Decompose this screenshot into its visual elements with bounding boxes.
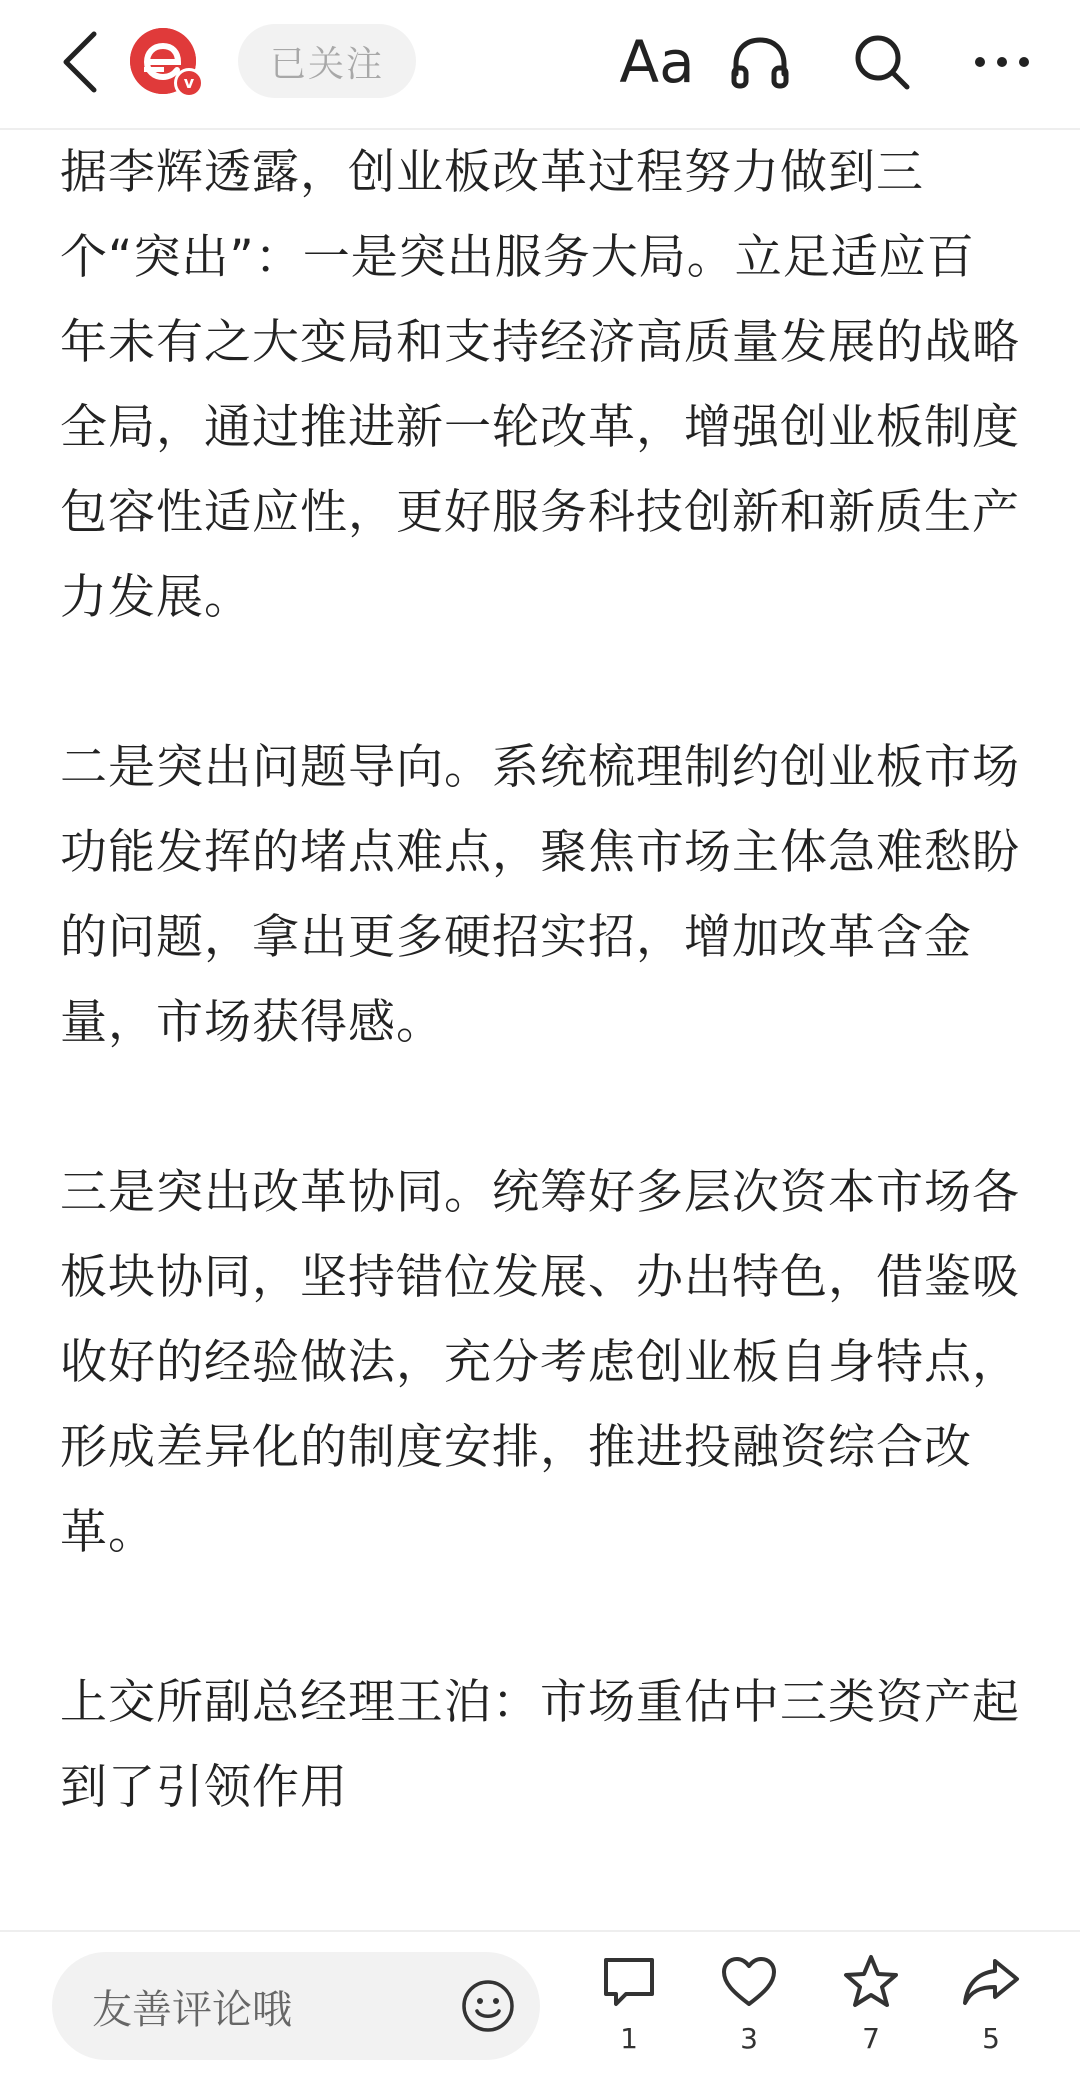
article-body [60, 130, 1020, 1930]
search-button[interactable] [846, 22, 918, 102]
search-icon [852, 32, 912, 92]
follow-button[interactable]: 已关注 [238, 24, 416, 98]
author-avatar[interactable] [130, 28, 196, 94]
verified-badge: v [174, 68, 204, 98]
like-count: 3 [740, 2022, 758, 2055]
share-arrow-icon [961, 1955, 1021, 2009]
favorite-action[interactable] [826, 1950, 916, 2070]
comment-input[interactable] [52, 1952, 540, 2060]
bottom-action-bar [0, 1930, 1080, 2078]
paragraph-spacer [60, 1065, 1020, 1150]
article-paragraph: 据李辉透露，创业板改革过程努力做到三个“突出”：一是突出服务大局。立足适应百年未有之大变局和支持经济高质量发展的战略全局，通过推进新一轮改革，增强创业板制度包容性适应性，更好服务科技创新和新质生产力发展。 [60, 145, 1020, 625]
more-button[interactable] [966, 22, 1038, 102]
headphones-icon [730, 34, 790, 90]
chevron-left-icon [60, 30, 100, 94]
article-paragraph: 三是突出改革协同。统筹好多层次资本市场各板块协同，坚持错位发展、办出特色，借鉴吸收好的经验做法，充分考虑创业板自身特点，形成差异化的制度安排，推进投融资综合改革。 [60, 1165, 1020, 1560]
share-action[interactable] [946, 1950, 1036, 2070]
emoji-button[interactable] [458, 1976, 518, 2036]
paragraph-spacer [60, 1830, 1020, 1915]
smiley-icon [460, 1978, 516, 2034]
paragraph-spacer [60, 640, 1020, 725]
heart-icon [719, 1954, 779, 2010]
more-dots-icon [974, 56, 1030, 68]
comment-bubble-icon [600, 1954, 658, 2010]
article-subheading: 上交所副总经理王泊：市场重估中三类资产起到了引领作用 [60, 1675, 1020, 1815]
font-size-button[interactable]: Aa [619, 28, 695, 96]
star-icon [841, 1953, 901, 2011]
paragraph-spacer [60, 1575, 1020, 1660]
comment-placeholder: 友善评论哦 [92, 1986, 292, 2033]
top-navigation-bar [0, 0, 1080, 130]
share-count: 5 [982, 2022, 1000, 2055]
comment-count: 1 [620, 2022, 638, 2055]
comment-action[interactable] [584, 1950, 674, 2070]
back-button[interactable] [44, 22, 116, 102]
listen-button[interactable] [724, 22, 796, 102]
favorite-count: 7 [862, 2022, 880, 2055]
like-action[interactable] [704, 1950, 794, 2070]
article-paragraph: 二是突出问题导向。系统梳理制约创业板市场功能发挥的堵点难点，聚焦市场主体急难愁盼的问题，拿出更多硬招实招，增加改革含金量，市场获得感。 [60, 740, 1020, 1050]
